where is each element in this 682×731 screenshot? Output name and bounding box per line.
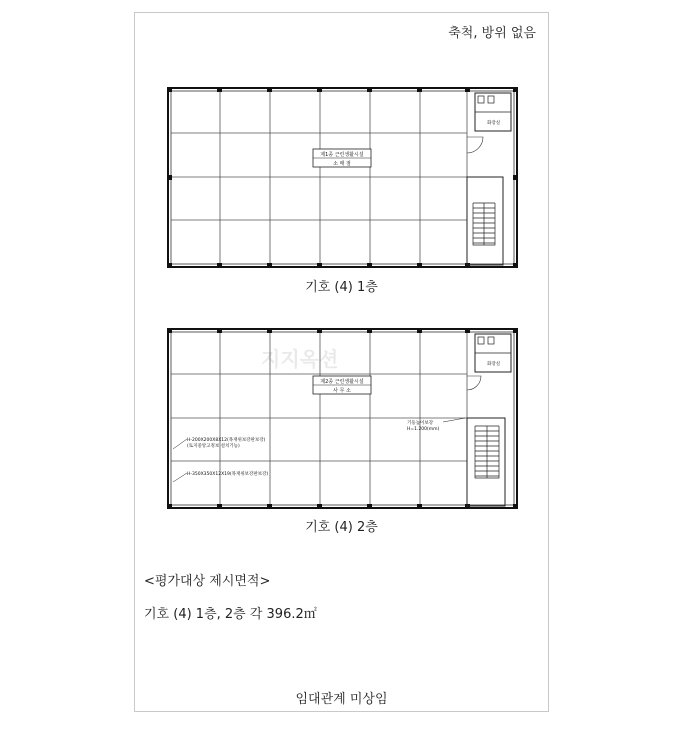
- floor1-plan: [165, 85, 520, 270]
- floor2-toilet-label: 화장실: [487, 362, 501, 367]
- area-title: <평가대상 제시면적>: [144, 574, 271, 589]
- floor1-room-use: 소 매 점: [333, 161, 351, 167]
- floor2-plan: [165, 326, 520, 511]
- scale-note: 축척, 방위 없음: [448, 26, 536, 41]
- floor2-plan-drawing: [165, 326, 520, 511]
- floor2-caption: 기호 (4) 2층: [305, 520, 378, 535]
- lease-note: 임대관계 미상임: [295, 692, 388, 707]
- floor1-room-label: 제1종 근린생활시설: [320, 152, 364, 158]
- appraisal-sheet: [134, 12, 549, 712]
- floor1-caption: 기호 (4) 1층: [305, 280, 378, 295]
- beam-note-1b: (토지중앙고정보 설치기능): [187, 444, 240, 449]
- area-value: 기호 (4) 1층, 2층 각 396.2㎡: [144, 607, 317, 622]
- floor2-room-label: 제2종 근린생활시설: [320, 379, 364, 385]
- watermark-text: 지지옥션: [261, 347, 339, 371]
- beam-note-1: H-200X200X8X12(목재위보강판보강): [187, 438, 266, 443]
- floor1-toilet-label: 화장실: [487, 121, 501, 126]
- floor1-plan-drawing: [165, 85, 520, 270]
- column-note: 기둥높이보강: [407, 421, 434, 426]
- column-height-note: H=1.200(mm): [407, 427, 440, 432]
- floor2-room-use: 사 무 소: [333, 388, 351, 394]
- beam-note-2: H-350X350X12X19(목재위보강판보강): [187, 472, 269, 477]
